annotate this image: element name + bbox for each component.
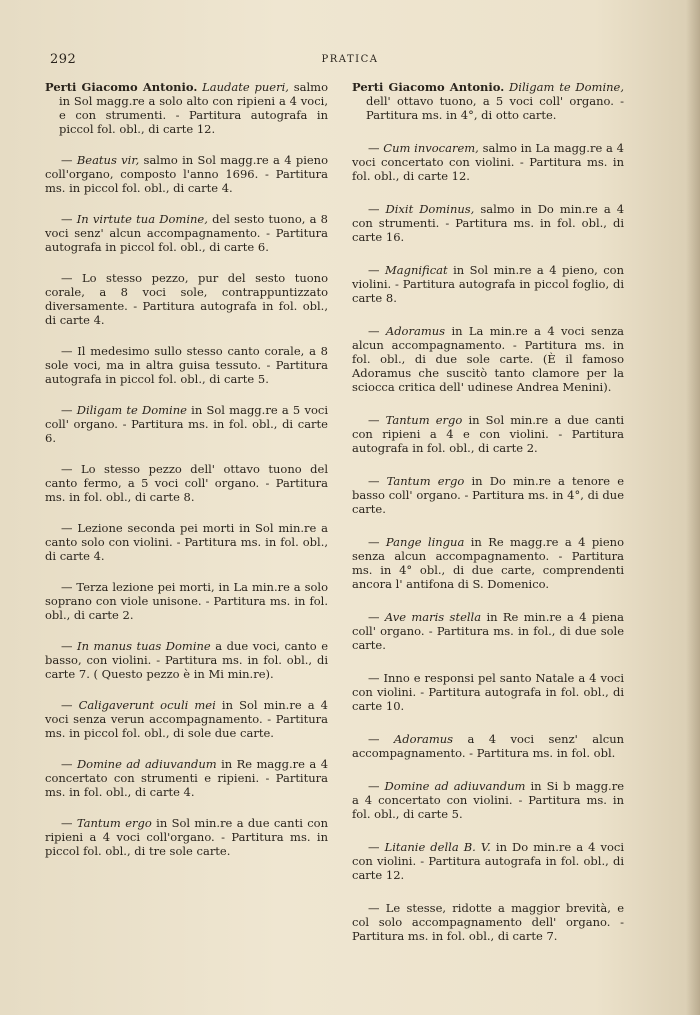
right-column: [352, 80, 624, 962]
entry-dash: —: [61, 344, 73, 358]
entry-description: in Re min.re a 4 piena coll' organo. - Partitura ms. in fol., di due sole carte.: [352, 610, 624, 652]
catalog-entry: [352, 840, 624, 882]
entry-title: Adoramus: [385, 324, 446, 338]
entry-description: in Sol magg.re a 5 voci coll' organo. - Partitura ms. in fol. obl., di carte 6.: [45, 403, 329, 445]
entry-dash: —: [368, 202, 380, 216]
entry-author: Perti Giacomo Antonio.: [45, 80, 198, 94]
entry-dash: —: [368, 141, 380, 155]
entry-title: In virtute tua Domine,: [76, 212, 208, 226]
entry-dash: —: [61, 580, 73, 594]
entry-description: salmo in Sol magg.re a 4 pieno coll'organo, composto l'anno 1696. - Partitura ms. in piccol fol. obl., di carte 4.: [45, 153, 329, 195]
entry-title: Tantum ergo: [76, 816, 152, 830]
entry-description: Lo stesso pezzo dell' ottavo tuono del canto fermo, a 5 voci coll' organo. - Partitura ms. in fol. obl., di carte 8.: [45, 462, 329, 504]
entry-description: in Sol min.re a due canti con ripieni a 4 e con violini. - Partitura autografa in fol. obl., di carte 2.: [352, 413, 624, 455]
entry-dash: —: [61, 698, 73, 712]
entry-dash: —: [368, 324, 380, 338]
catalog-entry: [352, 671, 624, 713]
catalog-entry: [45, 521, 328, 563]
entry-title: Domine ad adiuvandum: [76, 757, 217, 771]
entry-description: in Sol min.re a due canti con ripieni a 4 voci coll'organo. - Partitura ms. in piccol fol. obl., di tre sole carte.: [45, 816, 328, 858]
entry-description: in Si b magg.re a 4 concertato con violini. - Partitura ms. in fol. obl., di carte 5.: [352, 779, 625, 821]
entry-dash: —: [368, 413, 380, 427]
catalog-entry: [45, 80, 328, 136]
entry-dash: —: [368, 474, 380, 488]
entry-description: Terza lezione pei morti, in La min.re a solo soprano con viole unisone. - Partitura ms. in fol. obl., di carte 2.: [45, 580, 329, 622]
catalog-entry: [352, 779, 624, 821]
entry-title: Diligam te Domine: [76, 403, 187, 417]
catalog-entry: [352, 324, 624, 394]
catalog-entry: [352, 413, 624, 455]
entry-description: in Do min.re a tenore e basso coll' organo. - Partitura ms. in 4°, di due carte.: [352, 474, 625, 516]
entry-description: in Re magg.re a 4 concertato con strumenti e ripieni. - Partitura ms. in fol. obl., di carte 4.: [45, 757, 329, 799]
entry-description: salmo in Sol magg.re a solo alto con ripieni a 4 voci, e con strumenti. - Partitura autografa in piccol fol. obl., di carte 12.: [59, 80, 328, 136]
entry-description: a 4 voci senz' alcun accompagnamento. - Partitura ms. in fol. obl.: [352, 732, 625, 760]
entry-description: in La min.re a 4 voci senza alcun accompagnamento. - Partitura ms. in fol. obl., di due sole carte. (È il famoso Adoramus che suscitò tanto clamore per la sciocca critica dell' udinese Andrea Menini).: [352, 324, 625, 394]
catalog-entry: [45, 344, 328, 386]
running-head: PRATICA: [321, 54, 379, 65]
catalog-entry: [352, 141, 624, 183]
entry-dash: —: [61, 816, 73, 830]
entry-dash: —: [61, 403, 73, 417]
entry-description: Le stesse, ridotte a maggior brevità, e col solo accompagnamento dell' organo. - Partitura ms. in fol. obl., di carte 7.: [352, 901, 624, 943]
entry-description: Il medesimo sullo stesso canto corale, a 8 sole voci, ma in altra guisa tessuto. - Partitura autografa in piccol fol. obl., di carte 5.: [45, 344, 328, 386]
catalog-entry: [352, 535, 624, 591]
catalog-entry: [352, 80, 624, 122]
entry-dash: —: [368, 610, 380, 624]
entry-dash: —: [368, 901, 380, 915]
page-number: 292: [50, 52, 77, 67]
entry-title: Pange lingua: [385, 535, 465, 549]
catalog-entry: [352, 474, 624, 516]
entry-title: Tantum ergo: [385, 413, 463, 427]
entry-description: in Do min.re a 4 voci con violini. - Partitura autografa in fol. obl., di carte 12.: [352, 840, 625, 882]
catalog-entry: [45, 271, 328, 327]
catalog-entry: [352, 610, 624, 652]
catalog-entry: [45, 816, 328, 858]
catalog-entry: [45, 462, 328, 504]
entry-dash: —: [61, 521, 73, 535]
page-spine-shadow: [686, 0, 700, 1015]
catalog-entry: [45, 153, 328, 195]
entry-dash: —: [368, 840, 380, 854]
catalog-entry: [45, 757, 328, 799]
entry-title: Laudate pueri,: [202, 80, 289, 94]
entry-description: in Re magg.re a 4 pieno senza alcun accompagnamento. - Partitura ms. in 4° obl., di due carte, comprendenti ancora l' antifona di S. Domenico.: [352, 535, 624, 591]
entry-description: a due voci, canto e basso, con violini. - Partitura ms. in fol. obl., di carte 7. ( Questo pezzo è in Mi min.re).: [45, 639, 329, 681]
entry-dash: —: [368, 732, 380, 746]
catalog-entry: [352, 732, 624, 760]
catalog-entry: [45, 580, 328, 622]
catalog-entry: [352, 202, 624, 244]
entry-title: In manus tuas Domine: [77, 639, 211, 653]
entry-description: in Sol min.re a 4 pieno, con violini. - Partitura autografa in piccol foglio, di carte 8.: [352, 263, 625, 305]
catalog-entry: [352, 263, 624, 305]
entry-dash: —: [61, 153, 73, 167]
entry-description: salmo in Do min.re a 4 con strumenti. - Partitura ms. in fol. obl., di carte 16.: [352, 202, 625, 244]
entry-title: Diligam te Domine,: [509, 80, 624, 94]
entry-description: Lezione seconda pei morti in Sol min.re a canto solo con violini. - Partitura ms. in fol. obl., di carte 4.: [45, 521, 328, 563]
entry-title: Litanie della B. V.: [384, 840, 491, 854]
entry-description: del sesto tuono, a 8 voci senz' alcun accompagnamento. - Partitura autografa in piccol fol. obl., di carte 6.: [45, 212, 328, 254]
entry-title: Domine ad adiuvandum: [384, 779, 526, 793]
entry-description: dell' ottavo tuono, a 5 voci coll' organo. - Partitura ms. in 4°, di otto carte.: [366, 94, 624, 122]
entry-title: Tantum ergo: [386, 474, 465, 488]
entry-dash: —: [61, 271, 73, 285]
catalog-entry: [352, 901, 624, 943]
catalog-entry: [45, 403, 328, 445]
entry-title: Beatus vir,: [76, 153, 140, 167]
entry-dash: —: [61, 639, 73, 653]
entry-title: Ave maris stella: [384, 610, 482, 624]
entry-dash: —: [61, 757, 73, 771]
entry-dash: —: [368, 779, 380, 793]
entry-description: salmo in La magg.re a 4 voci concertato con violini. - Partitura ms. in fol. obl., di carte 12.: [352, 141, 624, 183]
catalog-entry: [45, 639, 328, 681]
entry-title: Caligaverunt oculi mei: [78, 698, 216, 712]
entry-title: Magnificat: [384, 263, 448, 277]
entry-dash: —: [368, 263, 380, 277]
entry-title: Adoramus: [393, 732, 454, 746]
catalog-entry: [45, 698, 328, 740]
entry-title: Dixit Dominus,: [385, 202, 475, 216]
left-column: [45, 80, 328, 875]
entry-author: Perti Giacomo Antonio.: [352, 80, 505, 94]
entry-dash: —: [61, 212, 73, 226]
entry-dash: —: [61, 462, 73, 476]
catalog-entry: [45, 212, 328, 254]
entry-description: Inno e responsi pel santo Natale a 4 voci con violini. - Partitura autografa in fol. obl., di carte 10.: [352, 671, 625, 713]
entry-dash: —: [368, 671, 380, 685]
entry-description: in Sol min.re a 4 voci senza verun accompagnamento. - Partitura ms. in piccol fol. obl., di sole due carte.: [45, 698, 329, 740]
entry-title: Cum invocarem,: [383, 141, 479, 155]
entry-description: Lo stesso pezzo, pur del sesto tuono corale, a 8 voci sole, contrappuntizzato diversamente. - Partitura autografa in fol. obl., di carte 4.: [45, 271, 328, 327]
entry-dash: —: [368, 535, 380, 549]
